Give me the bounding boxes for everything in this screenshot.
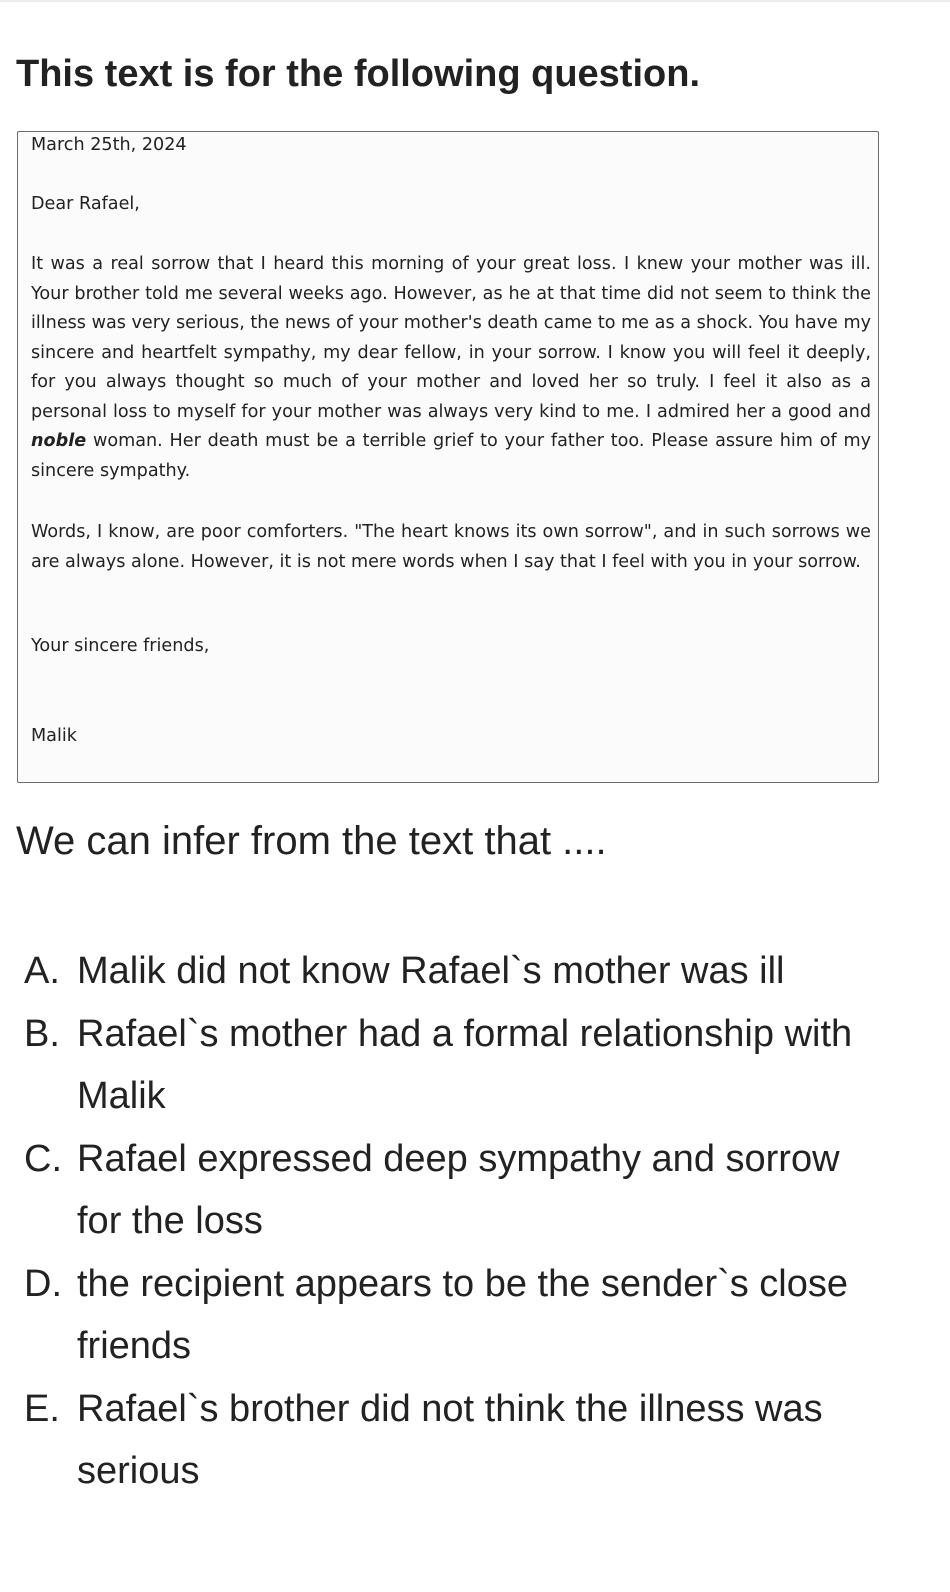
- emphasized-word-noble: noble: [31, 431, 87, 451]
- option-d-text: the recipient appears to be the sender`s close friends: [77, 1262, 849, 1367]
- option-b-letter: B.: [24, 1012, 60, 1055]
- option-d-letter: D.: [24, 1262, 62, 1305]
- option-a-letter: A.: [24, 950, 60, 992]
- top-divider: [0, 0, 950, 2]
- letter-paragraph-1-part-a: It was a real sorrow that I heard this morning of your great loss. I knew your mother was ill. Your brother told me several weeks ago. However, as he at that time did not seem to think the illness was very serious, the news of your mother's death came to me as a shock. You have my sincere and heartfelt sympathy, my dear fellow, in your sorrow. I know you will feel it deeply, for you always thought so much of your mother and loved her so truly. I feel it also as a personal loss to myself for your mother was always very kind to me. I admired her a good and: [31, 254, 871, 422]
- option-b-text: Rafael`s mother had a formal relationship with Malik: [77, 1012, 853, 1117]
- option-e-text: Rafael`s brother did not think the illness was serious: [77, 1387, 823, 1492]
- option-e-letter: E.: [24, 1387, 60, 1430]
- letter-closing: Your sincere friends,: [31, 636, 210, 656]
- intro-heading: This text is for the following question.: [16, 53, 700, 95]
- letter-paragraph-2: Words, I know, are poor comforters. "The heart knows its own sorrow", and in such sorrows we are always alone. However, it is not mere words when I say that I feel with you in your sorrow.: [31, 522, 871, 572]
- letter-salutation: Dear Rafael,: [31, 194, 140, 214]
- letter-date: March 25th, 2024: [31, 135, 187, 155]
- option-a-text: Malik did not know Rafael`s mother was ill: [77, 950, 785, 992]
- option-c-letter: C.: [24, 1137, 62, 1180]
- answer-options: [0, 940, 950, 1503]
- option-d[interactable]: [0, 1253, 877, 1378]
- letter-box: [17, 131, 879, 783]
- option-e[interactable]: [0, 1378, 877, 1503]
- letter-paragraph-1-part-b: woman. Her death must be a terrible grief to your father too. Please assure him of my sincere sympathy.: [31, 431, 871, 481]
- option-a[interactable]: [0, 940, 877, 1003]
- question-stem: We can infer from the text that ....: [16, 819, 607, 863]
- option-c[interactable]: [0, 1128, 877, 1253]
- option-c-text: Rafael expressed deep sympathy and sorrow for the loss: [77, 1137, 840, 1242]
- letter-paragraph-1: [31, 250, 871, 486]
- letter-signature: Malik: [31, 726, 77, 746]
- option-b[interactable]: [0, 1003, 877, 1128]
